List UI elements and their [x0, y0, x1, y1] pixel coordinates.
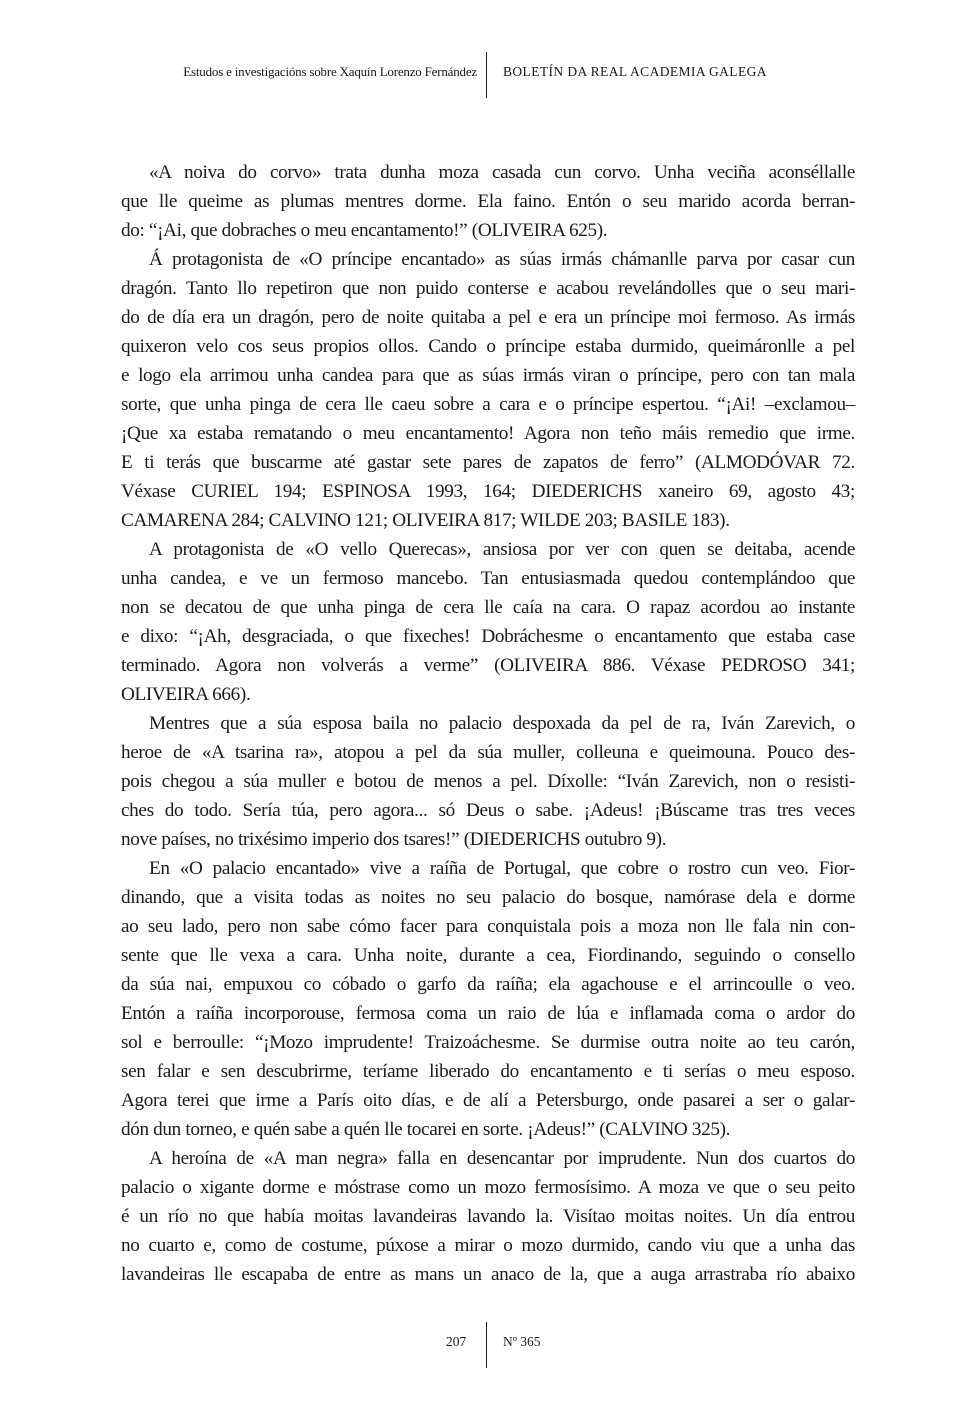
text-line: sen falar e sen descubrirme, teríame liberado do encantamento e ti serías o meu esposo. [121, 1061, 855, 1082]
text-line: pois chegou a súa muller e botou de menos a pel. Díxolle: “Iván Zarevich, non o resisti- [121, 771, 855, 792]
text-line: non se decatou de que unha pinga de cera lle caía na cara. O rapaz acordou ao instante [121, 597, 855, 618]
text-line: CAMARENA 284; CALVINO 121; OLIVEIRA 817; WILDE 203; BASILE 183). [121, 510, 730, 531]
text-line: nove países, no trixésimo imperio dos tsares!” (DIEDERICHS outubro 9). [121, 829, 667, 850]
header-journal-title: BOLETÍN DA REAL ACADEMIA GALEGA [503, 64, 767, 79]
text-line: unha candea, e ve un fermoso mancebo. Tan entusiasmada quedou contemplándoo que [121, 568, 855, 589]
issue-number: Nº 365 [503, 1334, 541, 1349]
text-line: Á protagonista de «O príncipe encantado» as súas irmás chámanlle parva por casar cun [149, 249, 855, 270]
paragraph [121, 854, 855, 1144]
footer-divider [486, 1322, 487, 1368]
text-line: Agora terei que irme a París oito días, e de alí a Petersburgo, onde pasarei a ser o galar- [121, 1090, 855, 1111]
text-line: dón dun torneo, e quén sabe a quén lle tocarei en sorte. ¡Adeus!” (CALVINO 325). [121, 1119, 731, 1140]
text-line: OLIVEIRA 666). [121, 684, 251, 705]
page-number: 207 [446, 1334, 467, 1349]
text-line: sente que lle vexa a cara. Unha noite, durante a cea, Fiordinando, seguindo o consello [121, 945, 855, 966]
text-line: lavandeiras lle escapaba de entre as mans un anaco de la, que a auga arrastraba río abaixo [121, 1264, 855, 1285]
paragraph [121, 158, 855, 245]
text-line: Véxase CURIEL 194; ESPINOSA 1993, 164; DIEDERICHS xaneiro 69, agosto 43; [121, 481, 855, 502]
text-line: Mentres que a súa esposa baila no palacio despoxada da pel de ra, Iván Zarevich, o [149, 713, 855, 734]
header-divider [486, 52, 487, 98]
text-line: do: “¡Ai, que dobraches o meu encantamento!” (OLIVEIRA 625). [121, 220, 608, 241]
paragraph [121, 709, 855, 854]
text-line: é un río no que había moitas lavandeiras lavando la. Visítao moitas noites. Un día entrou [121, 1206, 855, 1227]
text-line: dragón. Tanto llo repetiron que non puido conterse e acabou revelándolles que o seu mari- [121, 278, 855, 299]
paragraph [121, 535, 855, 709]
text-line: A protagonista de «O vello Querecas», ansiosa por ver con quen se deitaba, acende [149, 539, 855, 560]
text-line: ao seu lado, pero non sabe cómo facer para conquistala pois a moza non lle fala nin con- [121, 916, 855, 937]
text-line: A heroína de «A man negra» falla en desencantar por imprudente. Nun dos cuartos do [149, 1148, 855, 1169]
text-line: no cuarto e, como de costume, púxose a mirar o mozo durmido, cando viu que a unha das [121, 1235, 855, 1256]
text-line: sol e berroulle: “¡Mozo imprudente! Traizoáchesme. Se durmise outra noite ao teu carón, [121, 1032, 855, 1053]
paragraph [121, 245, 855, 535]
text-line: do de día era un dragón, pero de noite quitaba a pel e era un príncipe moi fermoso. As irmás [121, 307, 855, 328]
text-line: palacio o xigante dorme e móstrase como un mozo fermosísimo. A moza ve que o seu peito [121, 1177, 855, 1198]
text-line: heroe de «A tsarina ra», atopou a pel da súa muller, colleuna e queimouna. Pouco des- [121, 742, 855, 763]
article-body [121, 158, 855, 1289]
text-line: terminado. Agora non volverás a verme” (OLIVEIRA 886. Véxase PEDROSO 341; [121, 655, 855, 676]
text-line: «A noiva do corvo» trata dunha moza casada cun corvo. Unha veciña aconséllalle [149, 162, 855, 183]
text-line: que lle queime as plumas mentres dorme. Ela faino. Entón o seu marido acorda berran- [121, 191, 855, 212]
running-header [0, 0, 975, 100]
header-section-title: Estudos e investigacións sobre Xaquín Lorenzo Fernández [183, 64, 477, 79]
text-line: Entón a raíña incorporouse, fermosa coma un raio de lúa e inflamada coma o ardor do [121, 1003, 855, 1024]
text-line: dinando, que a visita todas as noites no seu palacio do bosque, namórase dela e dorme [121, 887, 855, 908]
text-line: En «O palacio encantado» vive a raíña de Portugal, que cobre o rostro cun veo. Fior- [149, 858, 855, 879]
text-line: quixeron velo cos seus propios ollos. Cando o príncipe estaba durmido, queimáronlle a pel [121, 336, 855, 357]
text-line: ches do todo. Sería túa, pero agora... só Deus o sabe. ¡Adeus! ¡Búscame tras tres veces [121, 800, 855, 821]
text-line: e logo ela arrimou unha candea para que as súas irmás viran o príncipe, pero con tan mala [121, 365, 855, 386]
text-line: ¡Que xa estaba rematando o meu encantamento! Agora non teño máis remedio que irme. [121, 423, 855, 444]
paragraph [121, 1144, 855, 1289]
text-line: sorte, que unha pinga de cera lle caeu sobre a cara e o príncipe espertou. “¡Ai! –exclamou– [121, 394, 855, 415]
text-line: E ti terás que buscarme até gastar sete pares de zapatos de ferro” (ALMODÓVAR 72. [121, 452, 855, 473]
text-line: da súa nai, empuxou co cóbado o garfo da raíña; ela agachouse e el arrincoulle o veo. [121, 974, 855, 995]
text-line: e dixo: “¡Ah, desgraciada, o que fixeches! Dobráchesme o encantamento que estaba case [121, 626, 855, 647]
